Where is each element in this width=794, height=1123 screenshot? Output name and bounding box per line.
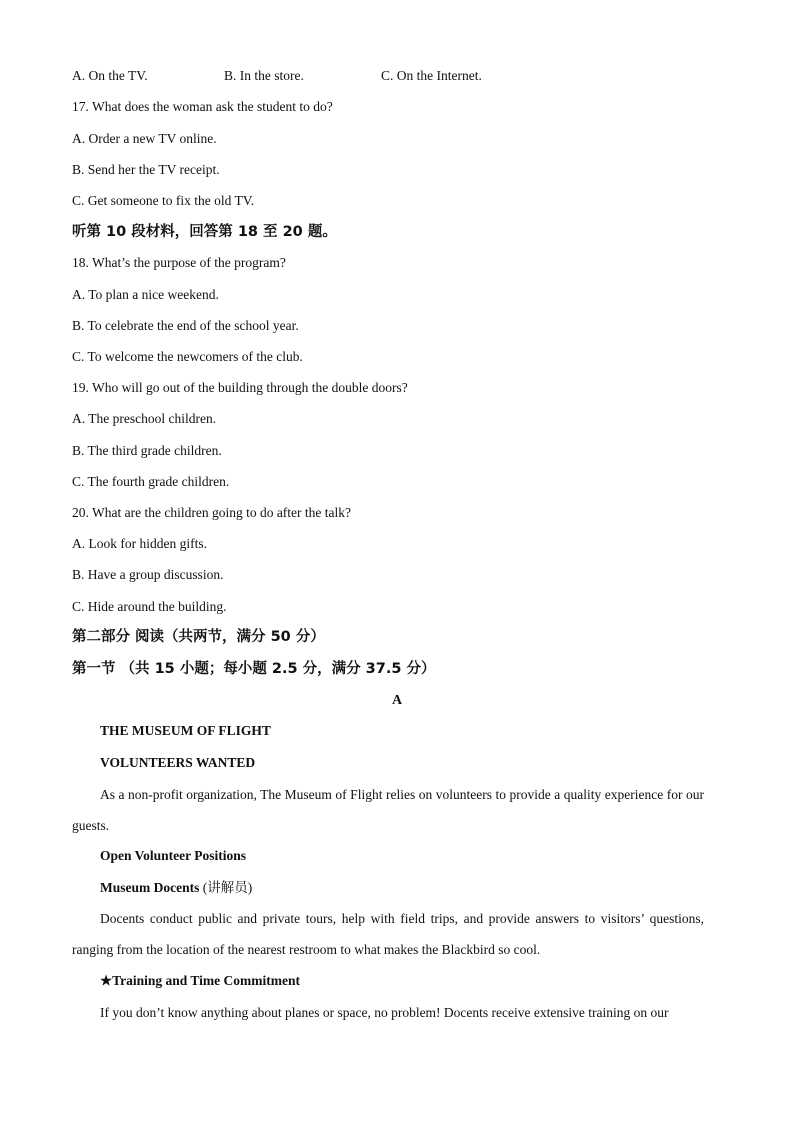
q17-option-b: B. Send her the TV receipt. xyxy=(72,162,220,177)
q17-question: 17. What does the woman ask the student to do? xyxy=(72,99,333,114)
passage-label: A xyxy=(391,693,403,708)
q16-option-c: C. On the Internet. xyxy=(381,68,482,83)
training-heading: Training and Time Commitment xyxy=(112,973,300,988)
q19-option-c: C. The fourth grade children. xyxy=(72,474,230,489)
q18-question: 18. What’s the purpose of the program? xyxy=(72,255,286,270)
passage-paragraph-docents: Docents conduct public and private tours, help with field trips, and provide answers to visitors’ questions, ranging from the location of the nearest restroom to what makes the Blackbird so cool. xyxy=(72,911,704,957)
passage-title-museum: THE MUSEUM OF FLIGHT xyxy=(100,723,271,738)
museum-docents-note: (讲解员) xyxy=(199,880,253,895)
q16-option-a: A. On the TV. xyxy=(72,68,148,83)
section10-heading: 听第 10 段材料，回答第 18 至 20 题。 xyxy=(72,224,337,240)
q17-option-a: A. Order a new TV online. xyxy=(72,131,217,146)
q18-option-c: C. To welcome the newcomers of the club. xyxy=(72,349,303,364)
q19-option-b: B. The third grade children. xyxy=(72,443,222,458)
passage-title-volunteers: VOLUNTEERS WANTED xyxy=(100,755,256,770)
museum-docents-heading xyxy=(100,879,252,897)
museum-docents-label: Museum Docents xyxy=(100,880,200,895)
passage-paragraph-intro: As a non-profit organization, The Museum of Flight relies on volunteers to provide a quality experience for our guests. xyxy=(72,787,704,833)
section1-heading: 第一节 （共 15 小题；每小题 2.5 分，满分 37.5 分） xyxy=(72,661,436,677)
passage-paragraph-training: If you don’t know anything about planes or space, no problem! Docents receive extensive training on our xyxy=(100,1005,669,1020)
q19-option-a: A. The preschool children. xyxy=(72,411,217,426)
q20-option-a: A. Look for hidden gifts. xyxy=(72,536,207,551)
star-icon: ★ xyxy=(100,973,113,988)
q20-question: 20. What are the children going to do after the talk? xyxy=(72,505,352,520)
q18-option-a: A. To plan a nice weekend. xyxy=(72,287,219,302)
part2-heading: 第二部分 阅读（共两节，满分 50 分） xyxy=(72,629,325,645)
training-heading-row xyxy=(100,972,300,990)
q20-option-c: C. Hide around the building. xyxy=(72,599,227,614)
q19-question: 19. Who will go out of the building through the double doors? xyxy=(72,380,408,395)
open-positions-heading: Open Volunteer Positions xyxy=(100,848,247,863)
q17-option-c: C. Get someone to fix the old TV. xyxy=(72,193,255,208)
q20-option-b: B. Have a group discussion. xyxy=(72,567,224,582)
q16-option-b: B. In the store. xyxy=(224,68,304,83)
q18-option-b: B. To celebrate the end of the school year. xyxy=(72,318,299,333)
